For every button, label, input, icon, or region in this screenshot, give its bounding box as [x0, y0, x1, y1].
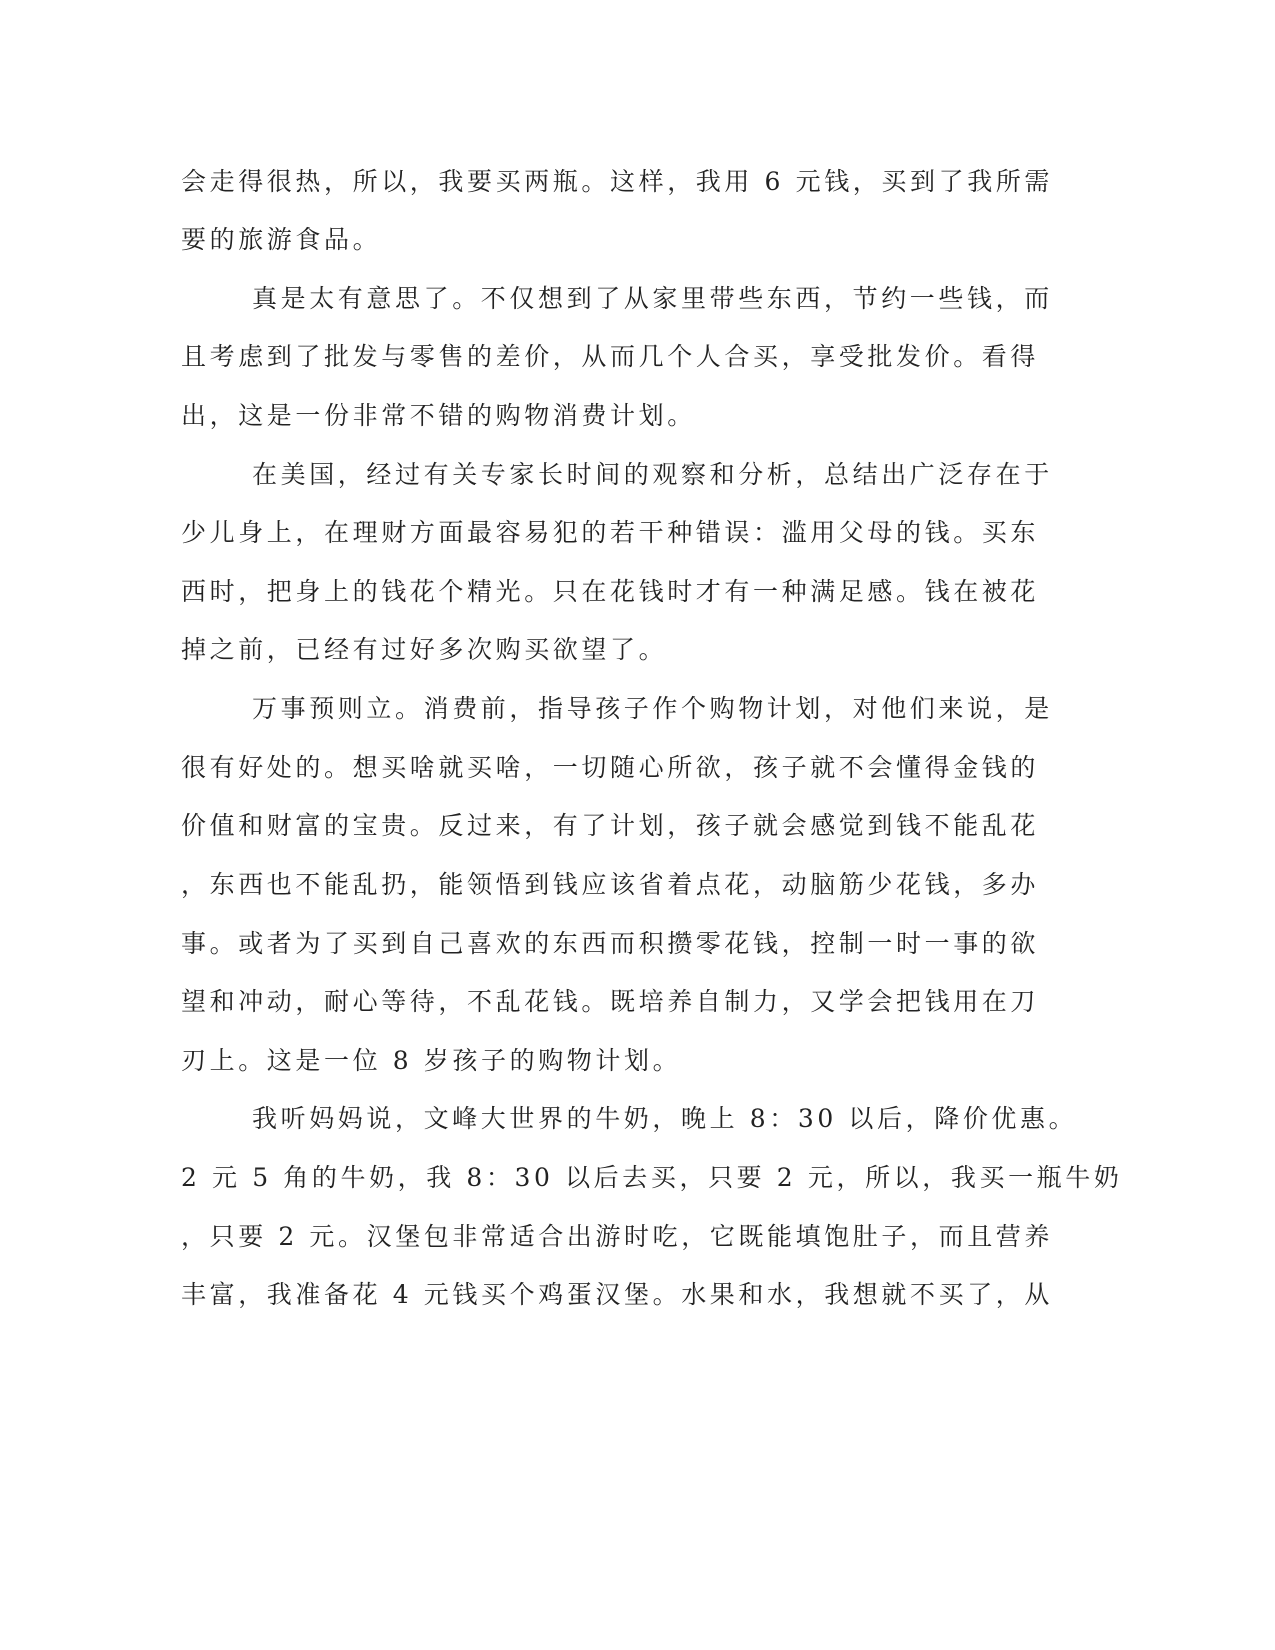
text-line: 价值和财富的宝贵。反过来，有了计划，孩子就会感觉到钱不能乱花 — [181, 811, 1040, 840]
text-line: 且考虑到了批发与零售的差价，从而几个人合买，享受批发价。看得 — [181, 342, 1040, 371]
text-line: 要的旅游食品。 — [181, 225, 382, 254]
paragraph-first-line: 在美国，经过有关专家长时间的观察和分析，总结出广泛存在于 — [252, 460, 1053, 489]
text-line: 丰富，我准备花 4 元钱买个鸡蛋汉堡。水果和水，我想就不买了，从 — [181, 1280, 1054, 1309]
text-line: ，只要 2 元。汉堡包非常适合出游时吃，它既能填饱肚子，而且营养 — [181, 1222, 1054, 1251]
text-line: 望和冲动，耐心等待，不乱花钱。既培养自制力，又学会把钱用在刀 — [181, 987, 1040, 1016]
text-line: 西时，把身上的钱花个精光。只在花钱时才有一种满足感。钱在被花 — [181, 577, 1040, 606]
paragraph-first-line: 真是太有意思了。不仅想到了从家里带些东西，节约一些钱，而 — [252, 284, 1053, 313]
text-line: 事。或者为了买到自己喜欢的东西而积攒零花钱，控制一时一事的欲 — [181, 929, 1040, 958]
text-line: 掉之前，已经有过好多次购买欲望了。 — [181, 635, 668, 664]
paragraph-first-line: 万事预则立。消费前，指导孩子作个购物计划，对他们来说，是 — [252, 694, 1053, 723]
text-line: ，东西也不能乱扔，能领悟到钱应该省着点花，动脑筋少花钱，多办 — [181, 870, 1040, 899]
text-line: 出，这是一份非常不错的购物消费计划。 — [181, 401, 696, 430]
paragraph-first-line: 我听妈妈说，文峰大世界的牛奶，晚上 8：30 以后，降价优惠。 — [252, 1104, 1078, 1133]
text-line: 少儿身上，在理财方面最容易犯的若干种错误：滥用父母的钱。买东 — [181, 518, 1040, 547]
text-line: 刃上。这是一位 8 岁孩子的购物计划。 — [181, 1046, 682, 1075]
text-line: 很有好处的。想买啥就买啥，一切随心所欲，孩子就不会懂得金钱的 — [181, 753, 1040, 782]
text-line: 会走得很热，所以，我要买两瓶。这样，我用 6 元钱，买到了我所需 — [181, 167, 1054, 196]
text-line: 2 元 5 角的牛奶，我 8：30 以后去买，只要 2 元，所以，我买一瓶牛奶 — [181, 1163, 1123, 1192]
